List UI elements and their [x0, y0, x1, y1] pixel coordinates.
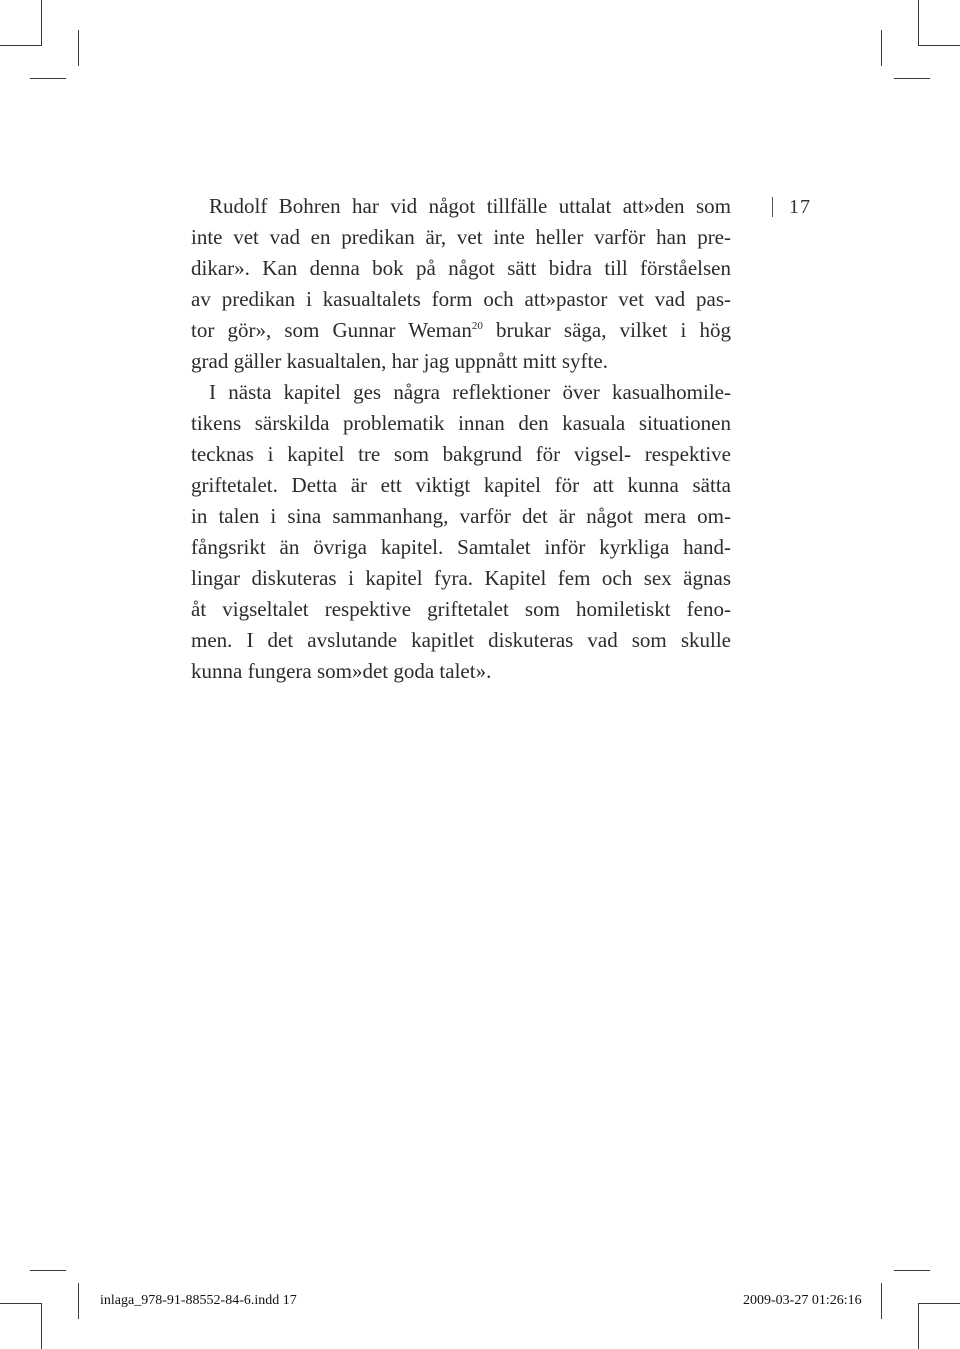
crop-mark: [30, 1270, 66, 1271]
crop-mark: [894, 1270, 930, 1271]
body-text: [191, 191, 731, 687]
text-line: griftetalet. Detta är ett viktigt kapitel för att kunna sätta: [191, 473, 731, 497]
crop-mark: [30, 78, 66, 79]
crop-mark: [78, 1283, 79, 1319]
text-line: åt vigseltalet respektive griftetalet som homiletiskt feno-: [191, 597, 731, 621]
text-line: men. I det avslutande kapitlet diskuteras vad som skulle: [191, 628, 731, 652]
crop-mark: [918, 45, 960, 46]
paragraph-1: [191, 191, 731, 377]
crop-mark: [918, 0, 919, 46]
crop-mark: [78, 30, 79, 66]
text-line: av predikan i kasualtalets form och att»pastor vet vad pas-: [191, 287, 731, 311]
page-number-rule: [772, 197, 773, 217]
text-line: inte vet vad en predikan är, vet inte heller varför han pre-: [191, 225, 731, 249]
text-line: I nästa kapitel ges några reflektioner över kasualhomile-: [209, 380, 731, 404]
crop-mark: [0, 1303, 42, 1304]
crop-mark: [918, 1303, 960, 1304]
text-line-with-footnote: [191, 315, 731, 346]
text-line: fångsrikt än övriga kapitel. Samtalet inför kyrkliga hand-: [191, 535, 731, 559]
text-line: tikens särskilda problematik innan den kasuala situationen: [191, 411, 731, 435]
footnote-reference: 20: [471, 320, 483, 332]
text-line: grad gäller kasualtalen, har jag uppnått mitt syfte.: [191, 349, 608, 373]
text-line: in talen i sina sammanhang, varför det är något mera om-: [191, 504, 731, 528]
text-line: dikar». Kan denna bok på något sätt bidra till förståelsen: [191, 256, 731, 280]
text-line: tecknas i kapitel tre som bakgrund för vigsel- respektive: [191, 442, 731, 466]
text-line: kunna fungera som»det goda talet».: [191, 659, 492, 683]
slug-file-info: inlaga_978-91-88552-84-6.indd 17: [100, 1293, 297, 1308]
crop-mark: [881, 1283, 882, 1319]
text-line: Rudolf Bohren har vid något tillfälle uttalat att»den som: [209, 194, 731, 218]
paragraph-2: [191, 377, 731, 687]
text-line-part: tor gör», som Gunnar Weman: [191, 318, 472, 342]
crop-mark: [894, 78, 930, 79]
crop-mark: [881, 30, 882, 66]
text-line: lingar diskuteras i kapitel fyra. Kapitel fem och sex ägnas: [191, 566, 731, 590]
crop-mark: [41, 1303, 42, 1349]
slug-timestamp: 2009-03-27 01:26:16: [743, 1293, 862, 1308]
crop-mark: [918, 1303, 919, 1349]
crop-mark: [41, 0, 42, 46]
page-number: 17: [789, 196, 811, 218]
text-line-part: brukar säga, vilket i hög: [482, 318, 732, 342]
crop-mark: [0, 45, 42, 46]
